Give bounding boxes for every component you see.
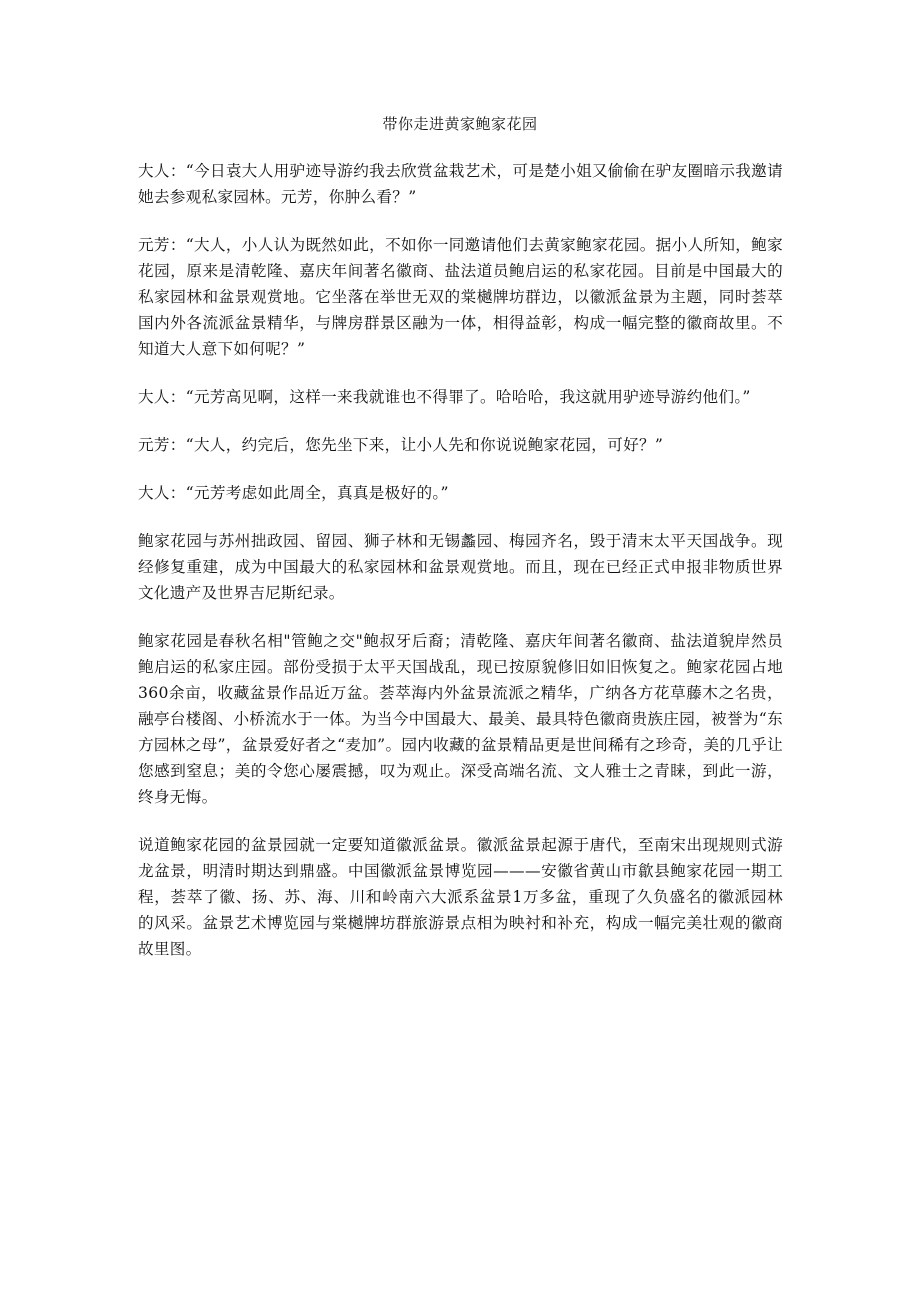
dialogue-paragraph: 元芳：“大人，小人认为既然如此，不如你一同邀请他们去黄家鲍家花园。据小人所知，鲍家花园，原来是清乾隆、嘉庆年间著名徽商、盐法道员鲍启运的私家花园。目前是中国最大的私家园林和盆景观赏地。它坐落在举世无双的棠樾牌坊群边，以徽派盆景为主题，同时荟萃国内外各流派盆景精华，与牌房群景区融为一体，相得益彰，构成一幅完整的徽商故里。不知道大人意下如何呢？” [138,236,783,358]
dialogue-paragraph: 大人：“元芳高见啊，这样一来我就谁也不得罪了。哈哈哈，我这就用驴迹导游约他们。” [138,388,751,406]
page-title: 带你走进黄家鲍家花园 [382,115,538,133]
dialogue-paragraph: 大人：“今日袁大人用驴迹导游约我去欣赏盆栽艺术，可是楚小姐又偷偷在驴友圈暗示我邀请她去参观私家园林。元芳，你肿么看？” [138,162,783,206]
body-paragraph: 说道鲍家花园的盆景园就一定要知道徽派盆景。徽派盆景起源于唐代，至南宋出现规则式游龙盆景，明清时期达到鼎盛。中国徽派盆景博览园———安徽省黄山市歙县鲍家花园一期工程，荟萃了徽、扬、苏、海、川和岭南六大派系盆景1万多盆，重现了久负盛名的徽派园林的风采。盆景艺术博览园与棠樾牌坊群旅游景点相为映衬和补充，构成一幅完美壮观的徽商故里图。 [138,836,783,958]
body-paragraph: 鲍家花园是春秋名相"管鲍之交"鲍叔牙后裔；清乾隆、嘉庆年间著名徽商、盐法道貌岸然员鲍启运的私家庄园。部份受损于太平天国战乱，现已按原貌修旧如旧恢复之。鲍家花园占地360余亩，收藏盆景作品近万盆。荟萃海内外盆景流派之精华，广纳各方花草藤木之名贵，融亭台楼阁、小桥流水于一体。为当今中国最大、最美、最具特色徽商贵族庄园，被誉为“东方园林之母”，盆景爱好者之“麦加”。园内收藏的盆景精品更是世间稀有之珍奇，美的几乎让您感到窒息；美的令您心屡震撼，叹为观止。深受高端名流、文人雅士之青睐，到此一游，终身无悔。 [138,632,783,806]
dialogue-paragraph: 大人：“元芳考虑如此周全，真真是极好的。” [138,484,449,502]
document-body [138,158,783,984]
dialogue-paragraph: 元芳：“大人，约完后，您先坐下来，让小人先和你说说鲍家花园，可好？” [138,436,664,454]
body-paragraph: 鲍家花园与苏州拙政园、留园、狮子林和无锡蠡园、梅园齐名，毁于清末太平天国战争。现经修复重建，成为中国最大的私家园林和盆景观赏地。而且，现在已经正式申报非物质世界文化遗产及世界吉尼斯纪录。 [138,532,783,602]
